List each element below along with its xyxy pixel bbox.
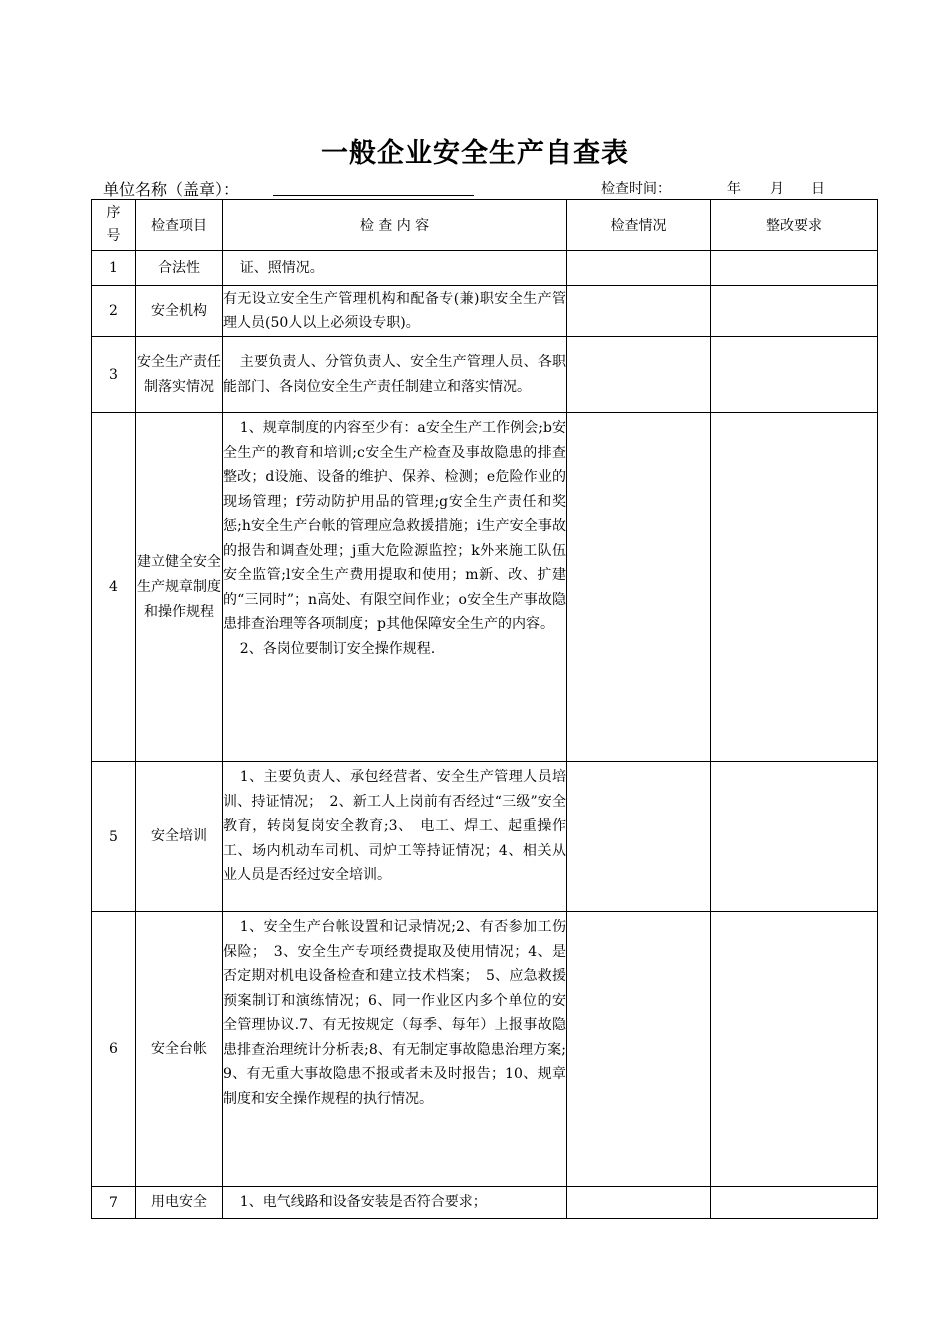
form-header <box>97 177 877 199</box>
date-year-label: 年 <box>727 181 741 197</box>
header-no-line2: 号 <box>106 228 121 244</box>
table-row <box>92 1187 878 1219</box>
row-item: 安全生产责任制落实情况 <box>136 337 223 413</box>
header-status: 检查情况 <box>567 200 711 251</box>
row-status-cell[interactable] <box>567 912 711 1187</box>
row-content <box>223 912 567 1187</box>
row-status-cell[interactable] <box>567 762 711 912</box>
table-row <box>92 762 878 912</box>
row-content-text: 1、安全生产台帐设置和记录情况;2、有否参加工伤保险； 3、安全生产专项经费提取及使用情况；4、是否定期对机电设备检查和建立技术档案； 5、应急救援预案制订和演练情况；6、同一作业区内多个单位的安全管理协议.7、有无按规定（每季、每年）上报事故隐患排查治理统计分析表;8、有无制定事故隐患治理方案;9、有无重大事故隐患不报或者未及时报告；10、规章制度和安全操作规程的执行情况。 <box>223 919 566 1107</box>
row-content-text: 1、主要负责人、承包经营者、安全生产管理人员培训、持证情况； 2、新工人上岗前有否经过“三级”安全教育，转岗复岗安全教育;3、 电工、焊工、起重操作工、场内机动车司机、司炉工等持证情况；4、相关从业人员是否经过安全培训。 <box>223 769 566 883</box>
row-rectify-cell[interactable] <box>711 1187 878 1219</box>
row-no: 4 <box>92 413 136 762</box>
row-content-text: 1、规章制度的内容至少有：a安全生产工作例会;b安全生产的教育和培训;c安全生产检查及事故隐患的排查整改；d设施、设备的维护、保养、检测；e危险作业的现场管理；f劳动防护用品的管理;g安全生产责任和奖惩;h安全生产台帐的管理应急救援措施；i生产安全事故的报告和调查处理；j重大危险源监控；k外来施工队伍安全监管;l安全生产费用提取和使用；m新、改、扩建的“三同时”；n高处、有限空间作业；o安全生产事故隐患排查治理等各项制度；p其他保障安全生产的内容。 <box>223 420 566 632</box>
row-no: 2 <box>92 286 136 337</box>
row-status-cell[interactable] <box>567 286 711 337</box>
row-item: 安全培训 <box>136 762 223 912</box>
row-status-cell[interactable] <box>567 251 711 286</box>
header-no <box>92 200 136 251</box>
table-row <box>92 251 878 286</box>
row-content <box>223 1187 567 1219</box>
row-content-text: 有无设立安全生产管理机构和配备专(兼)职安全生产管理人员(50人以上必须设专职)。 <box>223 290 566 331</box>
unit-name-blank[interactable] <box>273 195 474 196</box>
row-content-text: 1、电气线路和设备安装是否符合要求； <box>239 1194 487 1211</box>
header-no-line1: 序 <box>106 205 121 221</box>
row-item: 用电安全 <box>136 1187 223 1219</box>
table-row <box>92 413 878 762</box>
table-row <box>92 337 878 413</box>
row-status-cell[interactable] <box>567 1187 711 1219</box>
header-rectify: 整改要求 <box>711 200 878 251</box>
row-content-text: 2、各岗位要制订安全操作规程. <box>239 640 436 657</box>
table-header-row <box>92 200 878 251</box>
date-day-label: 日 <box>811 181 825 197</box>
row-rectify-cell[interactable] <box>711 413 878 762</box>
date-month-label: 月 <box>770 181 784 197</box>
row-rectify-cell[interactable] <box>711 912 878 1187</box>
check-date-label: 检查时间： <box>601 181 671 197</box>
table-row <box>92 912 878 1187</box>
row-item: 安全机构 <box>136 286 223 337</box>
unit-name-label: 单位名称（盖章）： <box>103 180 240 199</box>
row-content <box>223 251 567 286</box>
header-item: 检查项目 <box>136 200 223 251</box>
row-content <box>223 337 567 413</box>
row-content <box>223 286 567 337</box>
row-item: 安全台帐 <box>136 912 223 1187</box>
row-content <box>223 413 567 762</box>
row-rectify-cell[interactable] <box>711 251 878 286</box>
row-rectify-cell[interactable] <box>711 337 878 413</box>
row-rectify-cell[interactable] <box>711 762 878 912</box>
row-no: 3 <box>92 337 136 413</box>
row-no: 7 <box>92 1187 136 1219</box>
row-content <box>223 762 567 912</box>
row-content-text: 证、照情况。 <box>239 259 324 276</box>
row-no: 1 <box>92 251 136 286</box>
row-no: 6 <box>92 912 136 1187</box>
header-content: 检 查 内 容 <box>223 200 567 251</box>
row-item: 建立健全安全生产规章制度和操作规程 <box>136 413 223 762</box>
row-content-text: 主要负责人、分管负责人、安全生产管理人员、各职能部门、各岗位安全生产责任制建立和落实情况。 <box>223 354 566 395</box>
checklist-table <box>91 199 878 1219</box>
row-rectify-cell[interactable] <box>711 286 878 337</box>
row-no: 5 <box>92 762 136 912</box>
table-row <box>92 286 878 337</box>
row-status-cell[interactable] <box>567 413 711 762</box>
row-item: 合法性 <box>136 251 223 286</box>
row-status-cell[interactable] <box>567 337 711 413</box>
page-title: 一般企业安全生产自查表 <box>321 138 629 169</box>
